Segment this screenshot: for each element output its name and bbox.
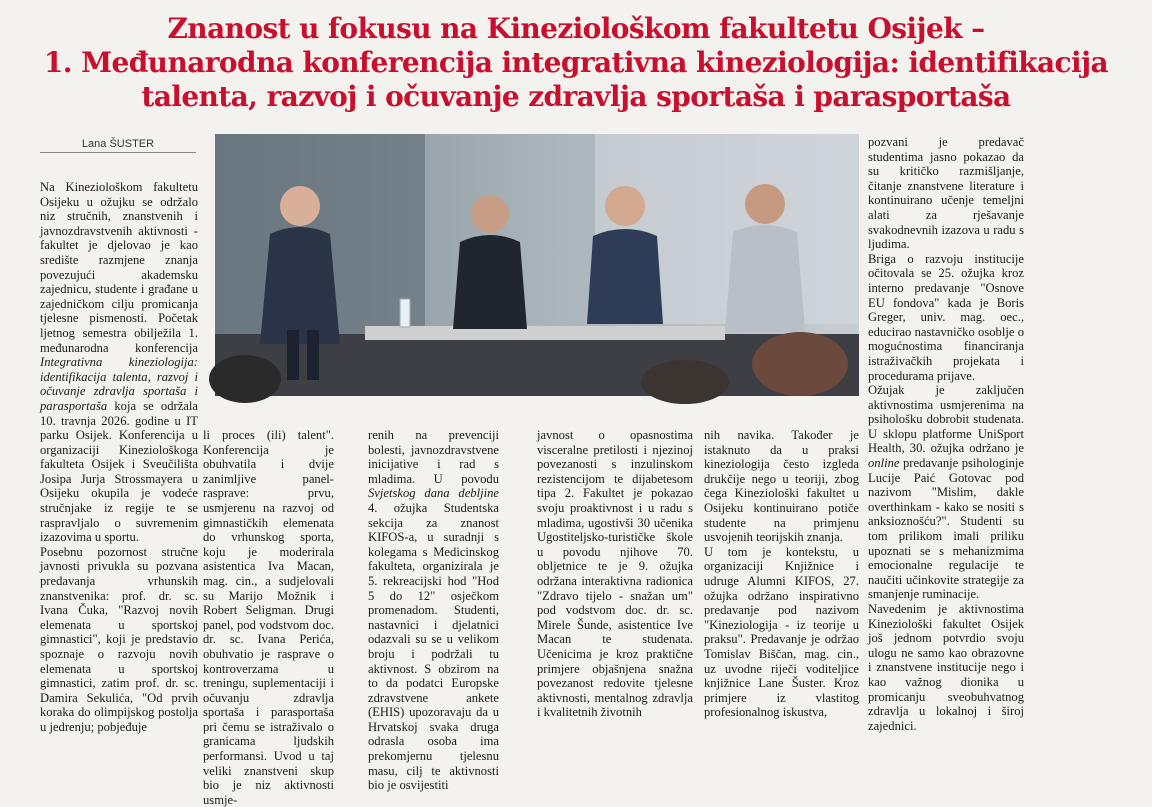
article-headline — [0, 12, 1152, 114]
author-byline: Lana ŠUSTER — [40, 138, 196, 153]
article-column-1 — [40, 180, 198, 734]
headline-line-2: 1. Međunarodna konferencija integrativna kineziologija: identifikacija — [43, 46, 1109, 79]
article-column-4: javnost o opasnostima visceralne pretilosti i njezinoj povezanosti s inzulinskom rezistencijom te dijabetesom tipa 2. Fakultet je pokazao svoju proaktivnost i u radu s mladima, ugostivši 30 učenika Ugostiteljsko-turističke škole u povodu njihove 70. obljetnice te je 9. ožujka održana interaktivna radionica "Zdravo tijelo - snažan um" pod vodstvom doc. dr. sc. Mirele Šunde, asistentice Ive Macan te studenata. Učenicima je kroz praktične primjere objašnjena snažna povezanost redovite tjelesne aktivnosti, mentalnog zdravlja i kvalitetnih životnih — [537, 428, 693, 720]
article-column-3 — [368, 428, 499, 793]
column-3-text-a: renih na prevenciji bolesti, javnozdravstvene inicijative i rad s mladima. U povodu — [368, 428, 499, 486]
headline-line-1: Znanost u fokusu na Kineziološkom fakultetu Osijek – — [167, 12, 985, 45]
column-1-paragraph-2: Posebnu pozornost stručne javnosti privukla su pozvana predavanja vrhunskih znanstvenika: prof. dr. sc. Ivana Čuka, "Razvoj novih elemenata u sportskoj gimnastici", koji je predstavio spoznaje o razvoju novih elemenata u sportskoj gimnastici, zatim prof. dr. sc. Damira Sekulića, "Od prvih koraka do olimpijskog postolja u jedrenju; pobjeđuje — [40, 544, 198, 734]
conference-panel-photo — [215, 134, 859, 396]
column-6-paragraph-4: Navedenim je aktivnostima Kineziološki fakultet Osijek još jednom potvrdio svoju ulogu ne samo kao obrazovne i znanstvene institucije nego i kao važnog dionika u promicanju sveobuhvatnog zdravlja u lokalnoj i široj zajednici. — [868, 602, 1024, 733]
column-6-text-italic: online — [868, 456, 900, 471]
column-1-text-italic: Integrativna kineziologija: identifikacija talenta, razvoj i očuvanje zdravlja sportaša i parasportaša — [40, 355, 198, 413]
article-column-2: li proces (ili) talent". Konferencija je obuhvatila i dvije zanimljive panel-rasprave: prvu, usmjerenu na razvoj od gimnastičkih elemenata do vrhunskog sporta, koju je moderirala asistentica Iva Macan, mag. cin., a sudjelovali su Marijo Možnik i Robert Seligman. Drugi panel, pod vodstvom doc. dr. sc. Ivana Perića, obuhvatio je rasprave o kontroverzama u treningu, suplementaciji i očuvanju zdravlja sportaša i parasportaša pri čemu se istraživalo o granicama ljudskih performansi. Uvod u taj veliki znanstveni skup bio je niz aktivnosti usmje- — [203, 428, 334, 807]
column-6-text-b: predavanje psihologinje Lucije Paić Gotovac pod nazivom "Mislim, dakle overthinkam - kako se nositi s anksioznošću?". Studenti su tom prilikom imali priliku upoznati se s mehanizmima emocionalne regulacije te naučiti učinkovite strategije za smanjenje ruminacije. — [868, 456, 1024, 602]
headline-line-3: talenta, razvoj i očuvanje zdravlja sportaša i parasportaša — [141, 80, 1011, 113]
column-6-paragraph-2: Briga o razvoju institucije očitovala se 25. ožujka kroz interno predavanje "Osnove EU fondova" kada je Boris Greger, univ. mag. oec., educirao nastavničko osoblje o mogućnostima financiranja istraživačkih projekata i procedurama prijave. — [868, 251, 1024, 383]
column-1-text-a: Na Kineziološkom fakultetu Osijeku u ožujku se održalo niz stručnih, znanstvenih i javnozdravstvenih aktivnosti - fakultet je djelovao je kao središte razmjene znanja povezujući akademsku zajednicu, studente i građane u zajedničkom cilju promicanja tjelesne pismenosti. Početak ljetnog semestra obilježila 1. međunarodna konferencija — [40, 180, 198, 355]
column-1-text-b: koja se održala 10. travnja 2026. godine u IT parku Osijek. Konferencija u organizaciji Kineziološkoga fakulteta Osijek i Sveučilišta Josipa Jurja Strossmayera u Osijeku okupila je vodeće stručnjake iz regije te se raspravljalo o suvremenim izazovima u sportu. — [40, 398, 198, 545]
column-3-text-italic: Svjetskog dana debljine — [368, 486, 499, 501]
column-6-paragraph-1: pozvani je predavač studentima jasno pokazao da su kritičko razmišljanje, čitanje znanstvene literature i kontinuirano učenje temeljni alati za rješavanje svakodnevnih izazova u radu s ljudima. — [868, 135, 1024, 252]
article-column-5: nih navika. Također je istaknuto da u praksi kineziologija često izgleda drukčije nego u teoriji, zbog čega Kineziološki fakultet u Osijeku kontinuirano potiče studente na primjenu usvojenih teorijskih znanja. U tom je kontekstu, u organizaciji Knjižnice i udruge Alumni KIFOS, 27. ožujka održano inspirativno predavanje pod nazivom "Kineziologija - iz teorije u praksu". Predavanje je održao Tomislav Biščan, mag. cin., uz uvodne riječi voditeljice knjižnice Lane Šuster. Kroz primjere iz vlastitog profesionalnog iskustva, — [704, 428, 859, 720]
article-column-6 — [868, 135, 1024, 733]
column-3-text-b: 4. ožujka Studentska sekcija za znanost KIFOS-a, u suradnji s kolegama s Medicinskog fakulteta, organizirala je 5. rekreacijski hod "Hod 5 do 12" osječkom promenadom. Studenti, nastavnici i djelatnici odazvali su se u velikom broju i podržali tu aktivnost. S obzirom na to da podatci Europske zdravstvene ankete (EHIS) upozoravaju da u Hrvatskoj svaka druga odrasla osoba ima prekomjernu tjelesnu masu, cilj te aktivnosti bio je osvijestiti — [368, 500, 499, 793]
column-6-text-a: Ožujak je zaključen aktivnostima usmjerenima na psihološku dobrobit studenata. U sklopu platforme UniSport Health, 30. ožujka održano je — [868, 383, 1024, 456]
